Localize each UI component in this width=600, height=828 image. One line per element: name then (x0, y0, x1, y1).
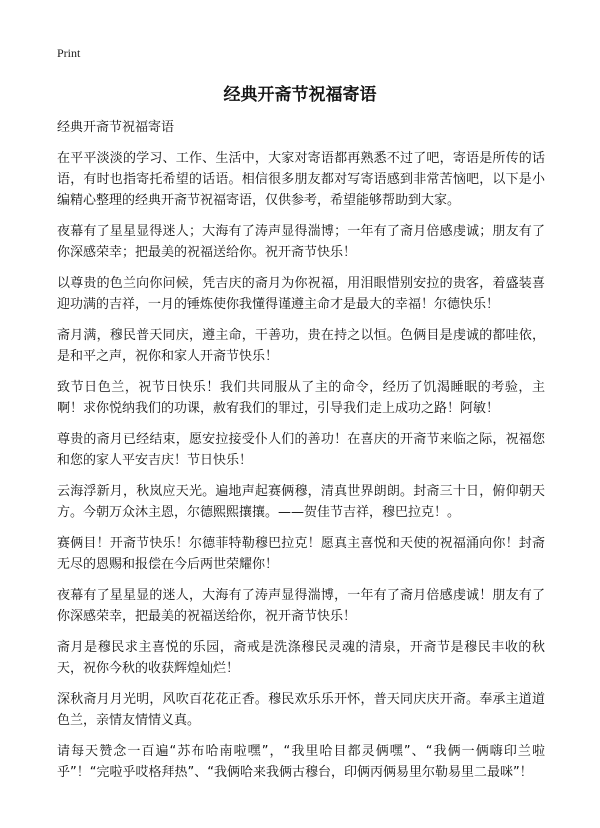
paragraph: 赛俩目！开斋节快乐！尔德菲特勒穆巴拉克！愿真主喜悦和天使的祝福涌向你！封斋无尽的恩赐和报偿在今后两世荣耀你！ (57, 536, 545, 572)
paragraph: 深秋斋月月光明，风吹百花花正香。穆民欢乐乐开怀，普天同庆庆开斋。奉承主道道色兰，亲情友情情义真。 (57, 692, 545, 728)
article-subtitle: 经典开斋节祝福寄语 (57, 120, 175, 135)
page-title: 经典开斋节祝福寄语 (223, 85, 377, 105)
paragraph: 致节日色兰，祝节日快乐！我们共同服从了主的命令，经历了饥渴睡眠的考验，主啊！求你悦纳我们的功课，赦宥我们的罪过，引导我们走上成功之路！阿敏！ (57, 380, 545, 416)
paragraph: 以尊贵的色兰向你问候，凭吉庆的斋月为你祝福，用泪眼惜别安拉的贵客，着盛装喜迎功满的吉祥，一月的锤炼使你我懂得谨遵主命才是最大的幸福！尔德快乐！ (57, 276, 545, 312)
paragraph: 云海浮新月，秋岚应天光。遍地声起赛俩穆，清真世界朗朗。封斋三十日，俯仰朝天方。今朝万众沐主恩，尔德熙熙攘攘。——贺佳节吉祥，穆巴拉克！。 (57, 484, 545, 520)
paragraph: 夜幕有了星星显得迷人；大海有了涛声显得湍博；一年有了斋月倍感虔诚；朋友有了你深感荣幸；把最美的祝福送给你。祝开斋节快乐！ (57, 224, 545, 260)
paragraph: 斋月满，穆民普天同庆，遵主命，干善功，贵在持之以恒。色俩目是虔诚的都哇依，是和平之声，祝你和家人开斋节快乐！ (57, 328, 545, 364)
paragraph-intro: 在平平淡淡的学习、工作、生活中，大家对寄语都再熟悉不过了吧，寄语是所传的话语，有时也指寄托希望的话语。相信很多朋友都对写寄语感到非常苦恼吧，以下是小编精心整理的经典开斋节祝福寄语，仅供参考，希望能够帮助到大家。 (57, 151, 545, 208)
paragraph: 请每天赞念一百遍“苏布哈南啦嘿”，“我里哈目都灵俩嘿”、“我俩一俩嗨印兰啦乎”！“完啦乎哎格拜热”、“我俩哈来我俩古穆台，印俩丙俩易里尔勒易里二最咪”！ (57, 744, 545, 780)
paragraph: 尊贵的斋月已经结束，愿安拉接受仆人们的善功！在喜庆的开斋节来临之际，祝福您和您的家人平安吉庆！节日快乐！ (57, 432, 545, 468)
paragraph: 夜幕有了星星显的迷人，大海有了涛声显得湍博，一年有了斋月倍感虔诚！朋友有了你深感荣幸，把最美的祝福送给你，祝开斋节快乐！ (57, 588, 545, 624)
print-link[interactable]: Print (57, 46, 81, 60)
paragraph: 斋月是穆民求主喜悦的乐园，斋戒是洗涤穆民灵魂的清泉，开斋节是穆民丰收的秋天，祝你今秋的收获辉煌灿烂！ (57, 640, 545, 676)
article-body (57, 117, 545, 793)
